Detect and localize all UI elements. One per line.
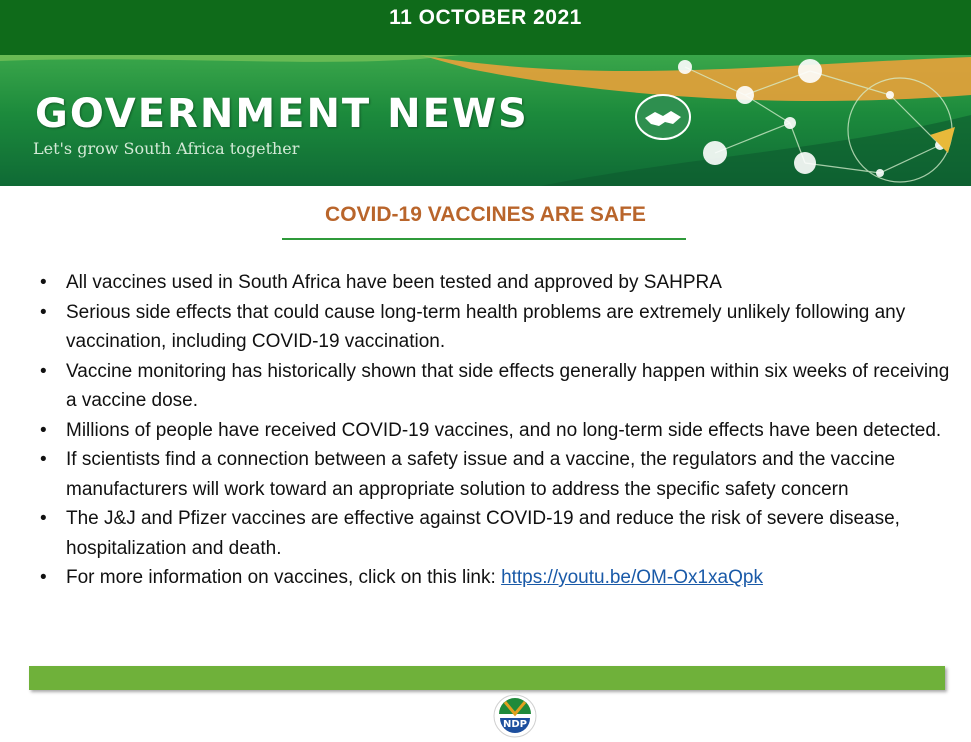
list-item: • All vaccines used in South Africa have been tested and approved by SAHPRA	[40, 268, 960, 298]
government-news-banner	[0, 55, 971, 186]
list-item: • Serious side effects that could cause long-term health problems are extremely unlikely following any vaccination, including COVID-19 vaccination.	[40, 298, 960, 357]
bottom-accent-bar	[29, 666, 945, 690]
list-item: • Millions of people have received COVID-19 vaccines, and no long-term side effects have been detected.	[40, 416, 960, 446]
bullet-icon: •	[40, 419, 47, 441]
handshake-icon	[635, 94, 691, 140]
list-item: • Vaccine monitoring has historically shown that side effects generally happen within six weeks of receiving a vaccine dose.	[40, 357, 960, 416]
list-item-more-info	[40, 563, 960, 593]
bullet-icon: •	[40, 301, 47, 323]
bullet-icon: •	[40, 508, 47, 529]
headline-underline	[282, 238, 686, 240]
list-item: • The J&J and Pfizer vaccines are effective against COVID-19 and reduce the risk of severe disease, hospitalization and death.	[40, 504, 960, 563]
more-info-text: For more information on vaccines, click on this link:	[66, 567, 502, 588]
issue-date: 11 OCTOBER 2021	[389, 6, 582, 29]
bullet-icon: •	[40, 567, 47, 588]
bullet-icon: •	[40, 449, 47, 470]
safety-points-list	[40, 268, 960, 593]
article-headline: COVID-19 VACCINES ARE SAFE	[325, 203, 646, 226]
ndp-logo-text: NDP	[503, 719, 527, 730]
youtube-video-link[interactable]: https://youtu.be/OM-Ox1xaQpk	[501, 567, 763, 588]
list-item: • If scientists find a connection between a safety issue and a vaccine, the regulators and the vaccine manufacturers will work toward an appropriate solution to address the specific safety concern	[40, 445, 960, 504]
ndp-logo	[493, 694, 537, 738]
bullet-icon: •	[40, 272, 47, 293]
date-bar	[0, 0, 971, 55]
bullet-icon: •	[40, 360, 47, 382]
banner-title: GOVERNMENT NEWS	[35, 91, 529, 137]
banner-tagline: Let's grow South Africa together	[33, 139, 300, 158]
